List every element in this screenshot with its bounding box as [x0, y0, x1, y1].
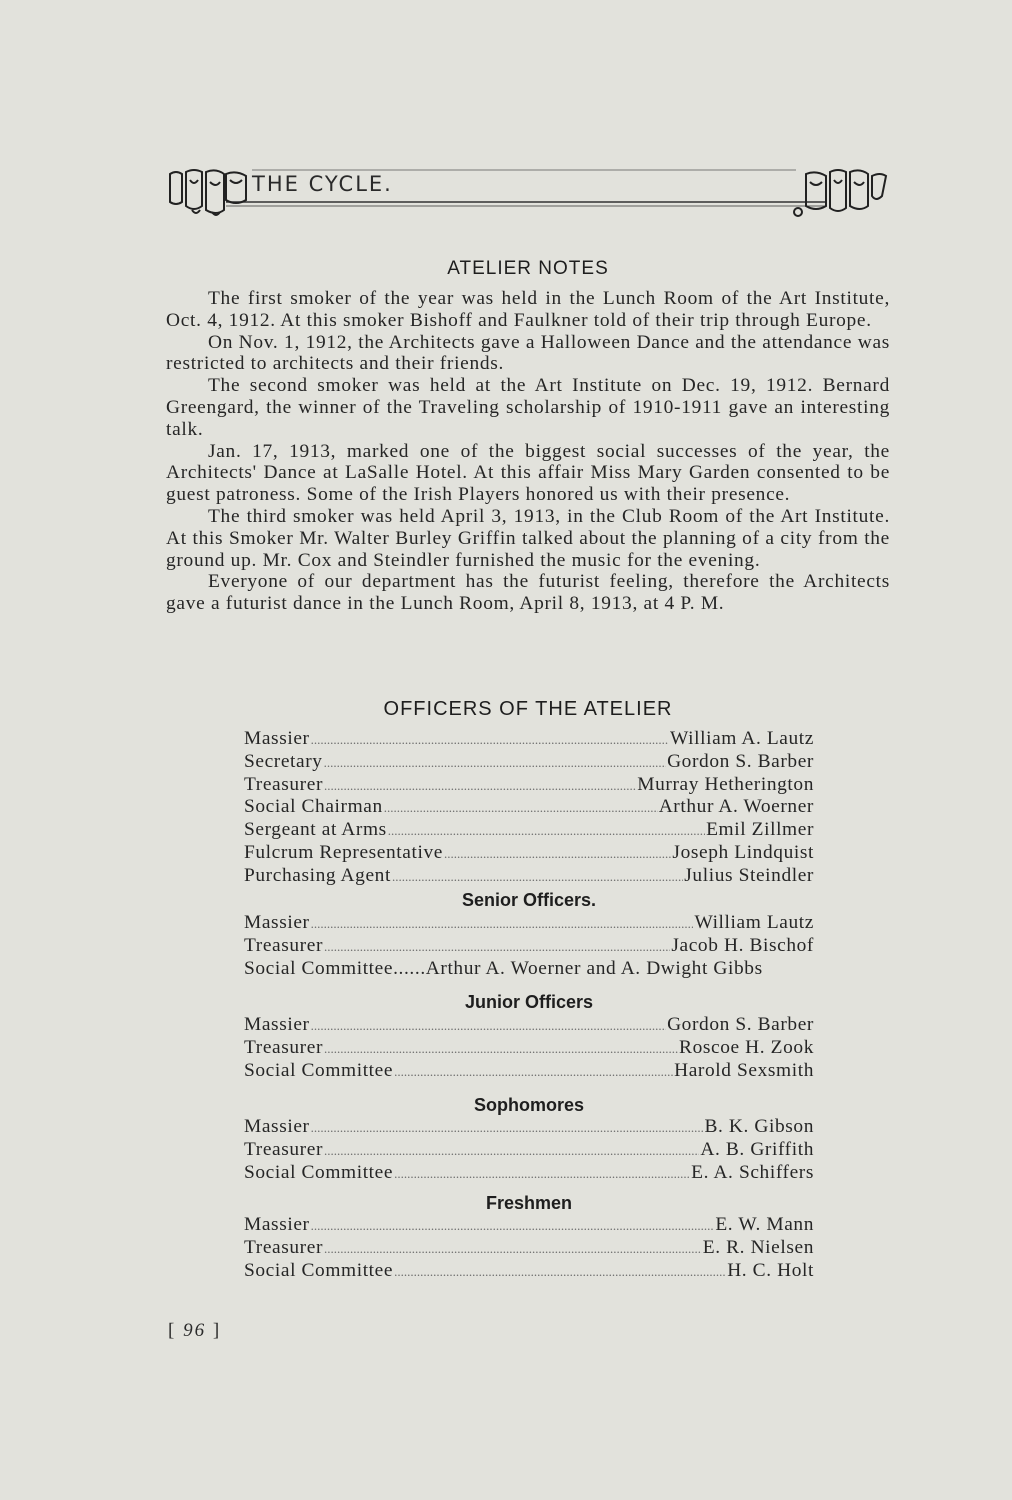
roster-row — [244, 865, 814, 888]
officer-name: E. R. Nielsen — [702, 1236, 814, 1258]
officer-name: H. C. Holt — [727, 1259, 814, 1281]
role-label: Social Committee — [244, 1161, 394, 1183]
officer-name: Murray Hetherington — [637, 773, 814, 795]
article-body — [166, 288, 890, 615]
officer-name: Arthur A. Woerner — [658, 796, 814, 818]
roster-row — [244, 1237, 814, 1260]
sophomores-heading: Sophomores — [473, 1095, 584, 1115]
officer-name: Arthur A. Woerner and A. Dwight Gibbs — [425, 957, 763, 979]
roster-row — [244, 958, 814, 980]
officer-name: Gordon S. Barber — [667, 750, 814, 772]
running-head: THE CYCLE. — [252, 172, 393, 196]
roster-row — [244, 1116, 814, 1139]
roster-row — [244, 1162, 814, 1185]
roster-row — [244, 1139, 814, 1162]
roster-row — [244, 774, 814, 797]
roster-row — [244, 819, 814, 842]
page-number: [ 96 ] — [168, 1320, 222, 1341]
roster-row — [244, 1214, 814, 1237]
freshmen-roster — [244, 1214, 814, 1282]
role-label: Treasurer — [244, 1236, 323, 1258]
roster-row — [244, 1037, 814, 1060]
role-label: Fulcrum Representative — [244, 841, 443, 863]
senior-heading: Senior Officers. — [461, 890, 597, 910]
roster-row — [244, 912, 814, 935]
role-label: Purchasing Agent — [244, 864, 391, 886]
sophomores-roster — [244, 1116, 814, 1184]
roster-row — [244, 935, 814, 958]
role-label: Massier — [244, 1014, 310, 1035]
role-label: Massier — [244, 1116, 310, 1137]
paragraph: Jan. 17, 1913, marked one of the biggest social successes of the year, the Architects' Dance at LaSalle Hotel. At this affair Miss Mary Garden consented to be guest patroness. Some of the Irish Players honored us with their presence. — [166, 440, 890, 506]
junior-roster — [244, 1014, 814, 1082]
officer-name: B. K. Gibson — [704, 1116, 814, 1137]
roster-row — [244, 796, 814, 819]
officers-roster — [244, 728, 814, 888]
officer-name: E. A. Schiffers — [691, 1161, 814, 1183]
officer-name: Joseph Lindquist — [672, 841, 814, 863]
role-label: Massier — [244, 728, 310, 749]
officer-name: A. B. Griffith — [700, 1138, 814, 1160]
role-label: Treasurer — [244, 1138, 323, 1160]
role-label: Social Committee — [244, 1259, 394, 1281]
left-scroll-ornament — [170, 170, 246, 215]
role-label: Social Chairman — [244, 796, 383, 818]
officer-name: Gordon S. Barber — [667, 1014, 814, 1035]
paragraph: On Nov. 1, 1912, the Architects gave a Halloween Dance and the attendance was restricted to architects and their friends. — [166, 331, 890, 375]
roster-row — [244, 842, 814, 865]
roster-row — [244, 1060, 814, 1083]
officer-name: Harold Sexsmith — [674, 1059, 814, 1081]
paragraph: The first smoker of the year was held in the Lunch Room of the Art Institute, Oct. 4, 1912. At this smoker Bishoff and Faulkner told of their trip through Europe. — [166, 288, 890, 331]
officer-name: William A. Lautz — [670, 728, 814, 749]
role-label: Sergeant at Arms — [244, 819, 387, 841]
page-header — [166, 166, 890, 218]
role-label: Massier — [244, 1214, 310, 1235]
role-label: Massier — [244, 912, 310, 933]
right-scroll-ornament — [794, 170, 886, 216]
paragraph: The second smoker was held at the Art Institute on Dec. 19, 1912. Bernard Greengard, the winner of the Traveling scholarship of 1910-1911 gave an interesting talk. — [166, 375, 890, 440]
paragraph: Everyone of our department has the futurist feeling, therefore the Architects gave a futurist dance in the Lunch Room, April 8, 1913, at 4 P. M. — [166, 571, 890, 615]
paragraph: The third smoker was held April 3, 1913, in the Club Room of the Art Institute. At this Smoker Mr. Walter Burley Griffin talked about the planning of a city from the ground up. Mr. Cox and Steindler furnished the music for the evening. — [166, 505, 890, 571]
role-label: Social Committee...... — [244, 957, 426, 979]
officer-name: Jacob H. Bischof — [671, 934, 814, 956]
junior-heading: Junior Officers — [464, 992, 594, 1012]
article-title: ATELIER NOTES — [447, 258, 609, 279]
roster-row — [244, 1260, 814, 1283]
officer-name: Roscoe H. Zook — [679, 1036, 814, 1058]
freshmen-heading: Freshmen — [485, 1193, 573, 1213]
role-label: Social Committee — [244, 1059, 394, 1081]
role-label: Treasurer — [244, 1036, 323, 1058]
officer-name: Julius Steindler — [684, 864, 814, 886]
senior-roster — [244, 912, 814, 979]
roster-row — [244, 728, 814, 751]
page-number-value: 96 — [183, 1320, 207, 1341]
officers-heading: OFFICERS OF THE ATELIER — [383, 698, 673, 720]
officer-name: E. W. Mann — [715, 1214, 814, 1235]
roster-row — [244, 1014, 814, 1037]
officer-name: Emil Zillmer — [706, 819, 814, 841]
role-label: Treasurer — [244, 934, 323, 956]
role-label: Secretary — [244, 750, 323, 772]
roster-row — [244, 751, 814, 774]
role-label: Treasurer — [244, 773, 323, 795]
officer-name: William Lautz — [694, 912, 814, 933]
